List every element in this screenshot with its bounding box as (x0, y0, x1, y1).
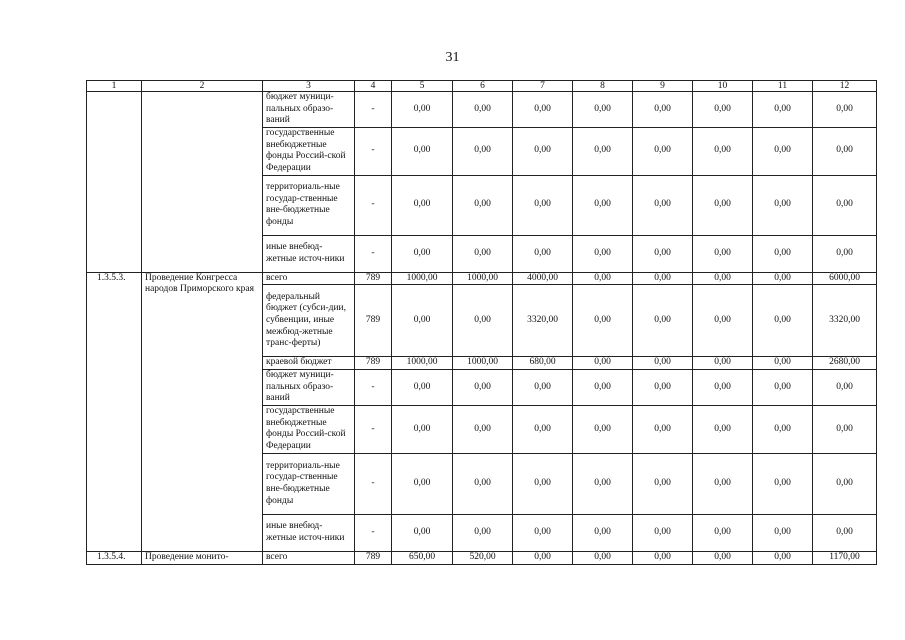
measure-name-cell (142, 92, 263, 273)
value-cell: 0,00 (513, 127, 573, 175)
table-row (87, 92, 877, 128)
column-header: 4 (355, 81, 392, 92)
column-header: 3 (263, 81, 355, 92)
value-cell: 0,00 (693, 514, 753, 551)
value-cell: 0,00 (813, 235, 877, 272)
value-cell: 0,00 (392, 405, 453, 453)
value-cell: - (355, 235, 392, 272)
value-cell: 3320,00 (513, 285, 573, 357)
value-cell: 0,00 (513, 369, 573, 405)
funding-source-cell: иные внебюд-жетные источ-ники (263, 514, 355, 551)
table-row (87, 272, 877, 285)
value-cell: 0,00 (513, 92, 573, 128)
value-cell: 0,00 (453, 369, 513, 405)
value-cell: - (355, 369, 392, 405)
funding-source-cell: бюджет муници-пальных образо-ваний (263, 369, 355, 405)
value-cell: 789 (355, 357, 392, 370)
value-cell: 0,00 (633, 235, 693, 272)
value-cell: 0,00 (453, 127, 513, 175)
value-cell: 2680,00 (813, 357, 877, 370)
page-number: 31 (445, 50, 460, 65)
value-cell: 0,00 (753, 272, 813, 285)
value-cell: 0,00 (633, 369, 693, 405)
value-cell: 4000,00 (513, 272, 573, 285)
value-cell: 0,00 (753, 235, 813, 272)
funding-source-cell: бюджет муници-пальных образо-ваний (263, 92, 355, 128)
value-cell: 0,00 (453, 514, 513, 551)
value-cell: 0,00 (753, 453, 813, 514)
column-header: 12 (813, 81, 877, 92)
value-cell: 1170,00 (813, 551, 877, 564)
column-header: 6 (453, 81, 513, 92)
column-header: 10 (693, 81, 753, 92)
column-header: 1 (87, 81, 142, 92)
value-cell: 1000,00 (453, 357, 513, 370)
value-cell: 6000,00 (813, 272, 877, 285)
value-cell: 0,00 (753, 551, 813, 564)
measure-name-cell: Проведение монито- (142, 551, 263, 564)
value-cell: - (355, 175, 392, 235)
column-number-row (87, 81, 877, 92)
value-cell: 3320,00 (813, 285, 877, 357)
value-cell: 789 (355, 272, 392, 285)
value-cell: - (355, 514, 392, 551)
value-cell: 0,00 (392, 453, 453, 514)
column-header: 9 (633, 81, 693, 92)
value-cell: 0,00 (453, 453, 513, 514)
value-cell: 0,00 (693, 357, 753, 370)
value-cell: - (355, 405, 392, 453)
value-cell: 0,00 (453, 175, 513, 235)
value-cell: 0,00 (753, 357, 813, 370)
value-cell: 789 (355, 551, 392, 564)
value-cell: 0,00 (753, 369, 813, 405)
value-cell: 0,00 (633, 453, 693, 514)
value-cell: 0,00 (693, 405, 753, 453)
value-cell: 680,00 (513, 357, 573, 370)
value-cell: 0,00 (813, 369, 877, 405)
value-cell: 0,00 (633, 175, 693, 235)
value-cell: 0,00 (573, 357, 633, 370)
column-header: 8 (573, 81, 633, 92)
value-cell: 0,00 (753, 175, 813, 235)
value-cell: - (355, 92, 392, 128)
value-cell: 0,00 (573, 272, 633, 285)
value-cell: 0,00 (633, 127, 693, 175)
value-cell: 0,00 (813, 127, 877, 175)
value-cell: 0,00 (513, 405, 573, 453)
value-cell: 0,00 (633, 92, 693, 128)
value-cell: 0,00 (693, 175, 753, 235)
value-cell: 1000,00 (392, 357, 453, 370)
value-cell: 0,00 (573, 453, 633, 514)
funding-source-cell: всего (263, 551, 355, 564)
value-cell: - (355, 127, 392, 175)
value-cell: 0,00 (813, 405, 877, 453)
value-cell: 0,00 (753, 514, 813, 551)
value-cell: 0,00 (392, 514, 453, 551)
value-cell: - (355, 453, 392, 514)
value-cell: 0,00 (573, 551, 633, 564)
value-cell: 0,00 (573, 285, 633, 357)
value-cell: 0,00 (693, 551, 753, 564)
funding-source-cell: территориаль-ные государ-ственные вне-бюджетные фонды (263, 453, 355, 514)
value-cell: 0,00 (573, 235, 633, 272)
funding-source-cell: иные внебюд-жетные источ-ники (263, 235, 355, 272)
value-cell: 0,00 (392, 127, 453, 175)
value-cell: 0,00 (813, 175, 877, 235)
value-cell: 0,00 (513, 551, 573, 564)
value-cell: 0,00 (693, 369, 753, 405)
value-cell: 0,00 (453, 285, 513, 357)
value-cell: 0,00 (753, 127, 813, 175)
value-cell: 0,00 (633, 272, 693, 285)
value-cell: 0,00 (573, 127, 633, 175)
value-cell: 1000,00 (392, 272, 453, 285)
measure-number-cell: 1.3.5.3. (87, 272, 142, 551)
funding-source-cell: краевой бюджет (263, 357, 355, 370)
column-header: 7 (513, 81, 573, 92)
budget-table (86, 80, 877, 565)
column-header: 2 (142, 81, 263, 92)
value-cell: 0,00 (633, 357, 693, 370)
funding-source-cell: всего (263, 272, 355, 285)
funding-source-cell: федеральный бюджет (субси-дии, субвенции, иные межбюд-жетные транс-ферты) (263, 285, 355, 357)
value-cell: 0,00 (753, 92, 813, 128)
value-cell: 0,00 (753, 285, 813, 357)
value-cell: 0,00 (633, 405, 693, 453)
value-cell: 0,00 (813, 453, 877, 514)
column-header: 11 (753, 81, 813, 92)
value-cell: 0,00 (693, 453, 753, 514)
value-cell: 0,00 (573, 92, 633, 128)
value-cell: 1000,00 (453, 272, 513, 285)
value-cell: 0,00 (693, 235, 753, 272)
value-cell: 0,00 (392, 92, 453, 128)
value-cell: 0,00 (513, 175, 573, 235)
funding-source-cell: государственные внебюджетные фонды Россий-ской Федерации (263, 405, 355, 453)
value-cell: 0,00 (453, 405, 513, 453)
value-cell: 0,00 (513, 453, 573, 514)
value-cell: 0,00 (513, 235, 573, 272)
value-cell: 0,00 (573, 369, 633, 405)
value-cell: 0,00 (813, 92, 877, 128)
value-cell: 0,00 (693, 285, 753, 357)
value-cell: 0,00 (453, 92, 513, 128)
value-cell: 0,00 (693, 127, 753, 175)
value-cell: 0,00 (633, 285, 693, 357)
value-cell: 650,00 (392, 551, 453, 564)
value-cell: 0,00 (573, 405, 633, 453)
value-cell: 0,00 (573, 514, 633, 551)
value-cell: 0,00 (392, 235, 453, 272)
funding-source-cell: территориаль-ные государ-ственные вне-бюджетные фонды (263, 175, 355, 235)
value-cell: 789 (355, 285, 392, 357)
table-row (87, 551, 877, 564)
column-header: 5 (392, 81, 453, 92)
value-cell: 0,00 (513, 514, 573, 551)
value-cell: 0,00 (693, 92, 753, 128)
measure-number-cell: 1.3.5.4. (87, 551, 142, 564)
value-cell: 0,00 (392, 175, 453, 235)
measure-name-cell: Проведение Конгресса народов Приморского края (142, 272, 263, 551)
value-cell: 0,00 (392, 369, 453, 405)
value-cell: 0,00 (753, 405, 813, 453)
value-cell: 0,00 (453, 235, 513, 272)
funding-source-cell: государственные внебюджетные фонды Россий-ской Федерации (263, 127, 355, 175)
value-cell: 0,00 (573, 175, 633, 235)
value-cell: 0,00 (633, 514, 693, 551)
value-cell: 0,00 (392, 285, 453, 357)
value-cell: 0,00 (813, 514, 877, 551)
value-cell: 520,00 (453, 551, 513, 564)
measure-number-cell (87, 92, 142, 273)
value-cell: 0,00 (633, 551, 693, 564)
value-cell: 0,00 (693, 272, 753, 285)
